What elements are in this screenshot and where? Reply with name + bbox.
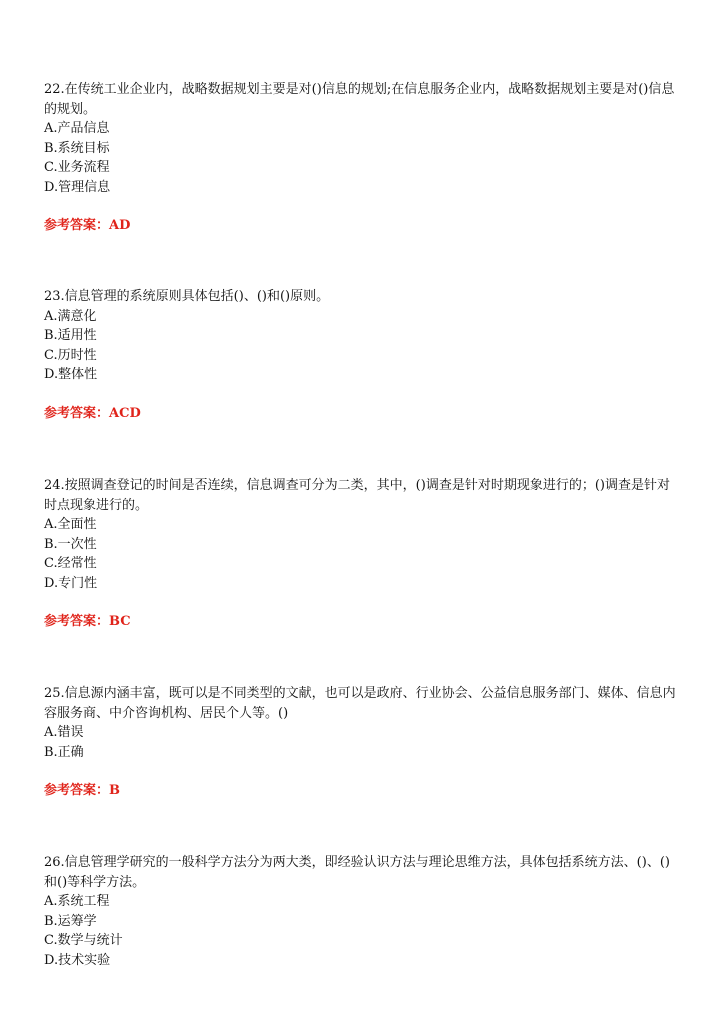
option-c: C.经常性 <box>44 556 97 571</box>
question-text: 26.信息管理学研究的一般科学方法分为两大类，即经验认识方法与理论思维方法，具体包括系统方法、()、()和()等科学方法。 <box>44 855 670 890</box>
option-c: C.历时性 <box>44 347 97 363</box>
question-text: 24.按照调查登记的时间是否连续，信息调查可分为二类，其中，()调查是针对时期现象进行的；()调查是针对时点现象进行的。 <box>44 478 670 513</box>
question-23 <box>44 287 680 385</box>
option-c: C.业务流程 <box>44 160 110 175</box>
question-text: 23.信息管理的系统原则具体包括()、()和()原则。 <box>44 289 330 304</box>
option-a: A.全面性 <box>44 517 97 532</box>
option-b: B.系统目标 <box>44 140 110 156</box>
question-text: 22.在传统工业企业内，战略数据规划主要是对()信息的规划;在信息服务企业内，战略数据规划主要是对()信息的规划。 <box>44 82 675 117</box>
question-25 <box>44 684 680 762</box>
answer-value: ACD <box>109 406 141 421</box>
option-a: A.系统工程 <box>44 894 110 909</box>
option-d: D.专门性 <box>44 575 98 591</box>
answer-23 <box>44 402 141 421</box>
question-26 <box>44 853 680 970</box>
answer-label: 参考答案： <box>44 614 110 629</box>
answer-label: 参考答案： <box>44 783 110 798</box>
option-d: D.技术实验 <box>44 952 111 968</box>
option-d: D.管理信息 <box>44 179 111 195</box>
answer-value: BC <box>109 614 131 629</box>
answer-25 <box>44 779 120 798</box>
option-a: A.产品信息 <box>44 121 110 136</box>
answer-24 <box>44 610 131 629</box>
option-b: B.正确 <box>44 744 84 760</box>
answer-22 <box>44 214 130 233</box>
option-b: B.一次性 <box>44 536 97 552</box>
question-22 <box>44 80 680 197</box>
answer-value: B <box>109 783 121 798</box>
option-a: A.满意化 <box>44 308 97 324</box>
answer-label: 参考答案： <box>44 218 110 233</box>
option-b: B.适用性 <box>44 328 97 343</box>
question-text: 25.信息源内涵丰富，既可以是不同类型的文献，也可以是政府、行业协会、公益信息服务部门、媒体、信息内容服务商、中介咨询机构、居民个人等。() <box>44 686 676 721</box>
option-b: B.运筹学 <box>44 913 97 929</box>
answer-value: AD <box>109 218 131 233</box>
option-c: C.数学与统计 <box>44 933 123 948</box>
option-d: D.整体性 <box>44 367 98 382</box>
answer-label: 参考答案： <box>44 406 110 421</box>
option-a: A.错误 <box>44 725 84 740</box>
question-24 <box>44 476 680 593</box>
